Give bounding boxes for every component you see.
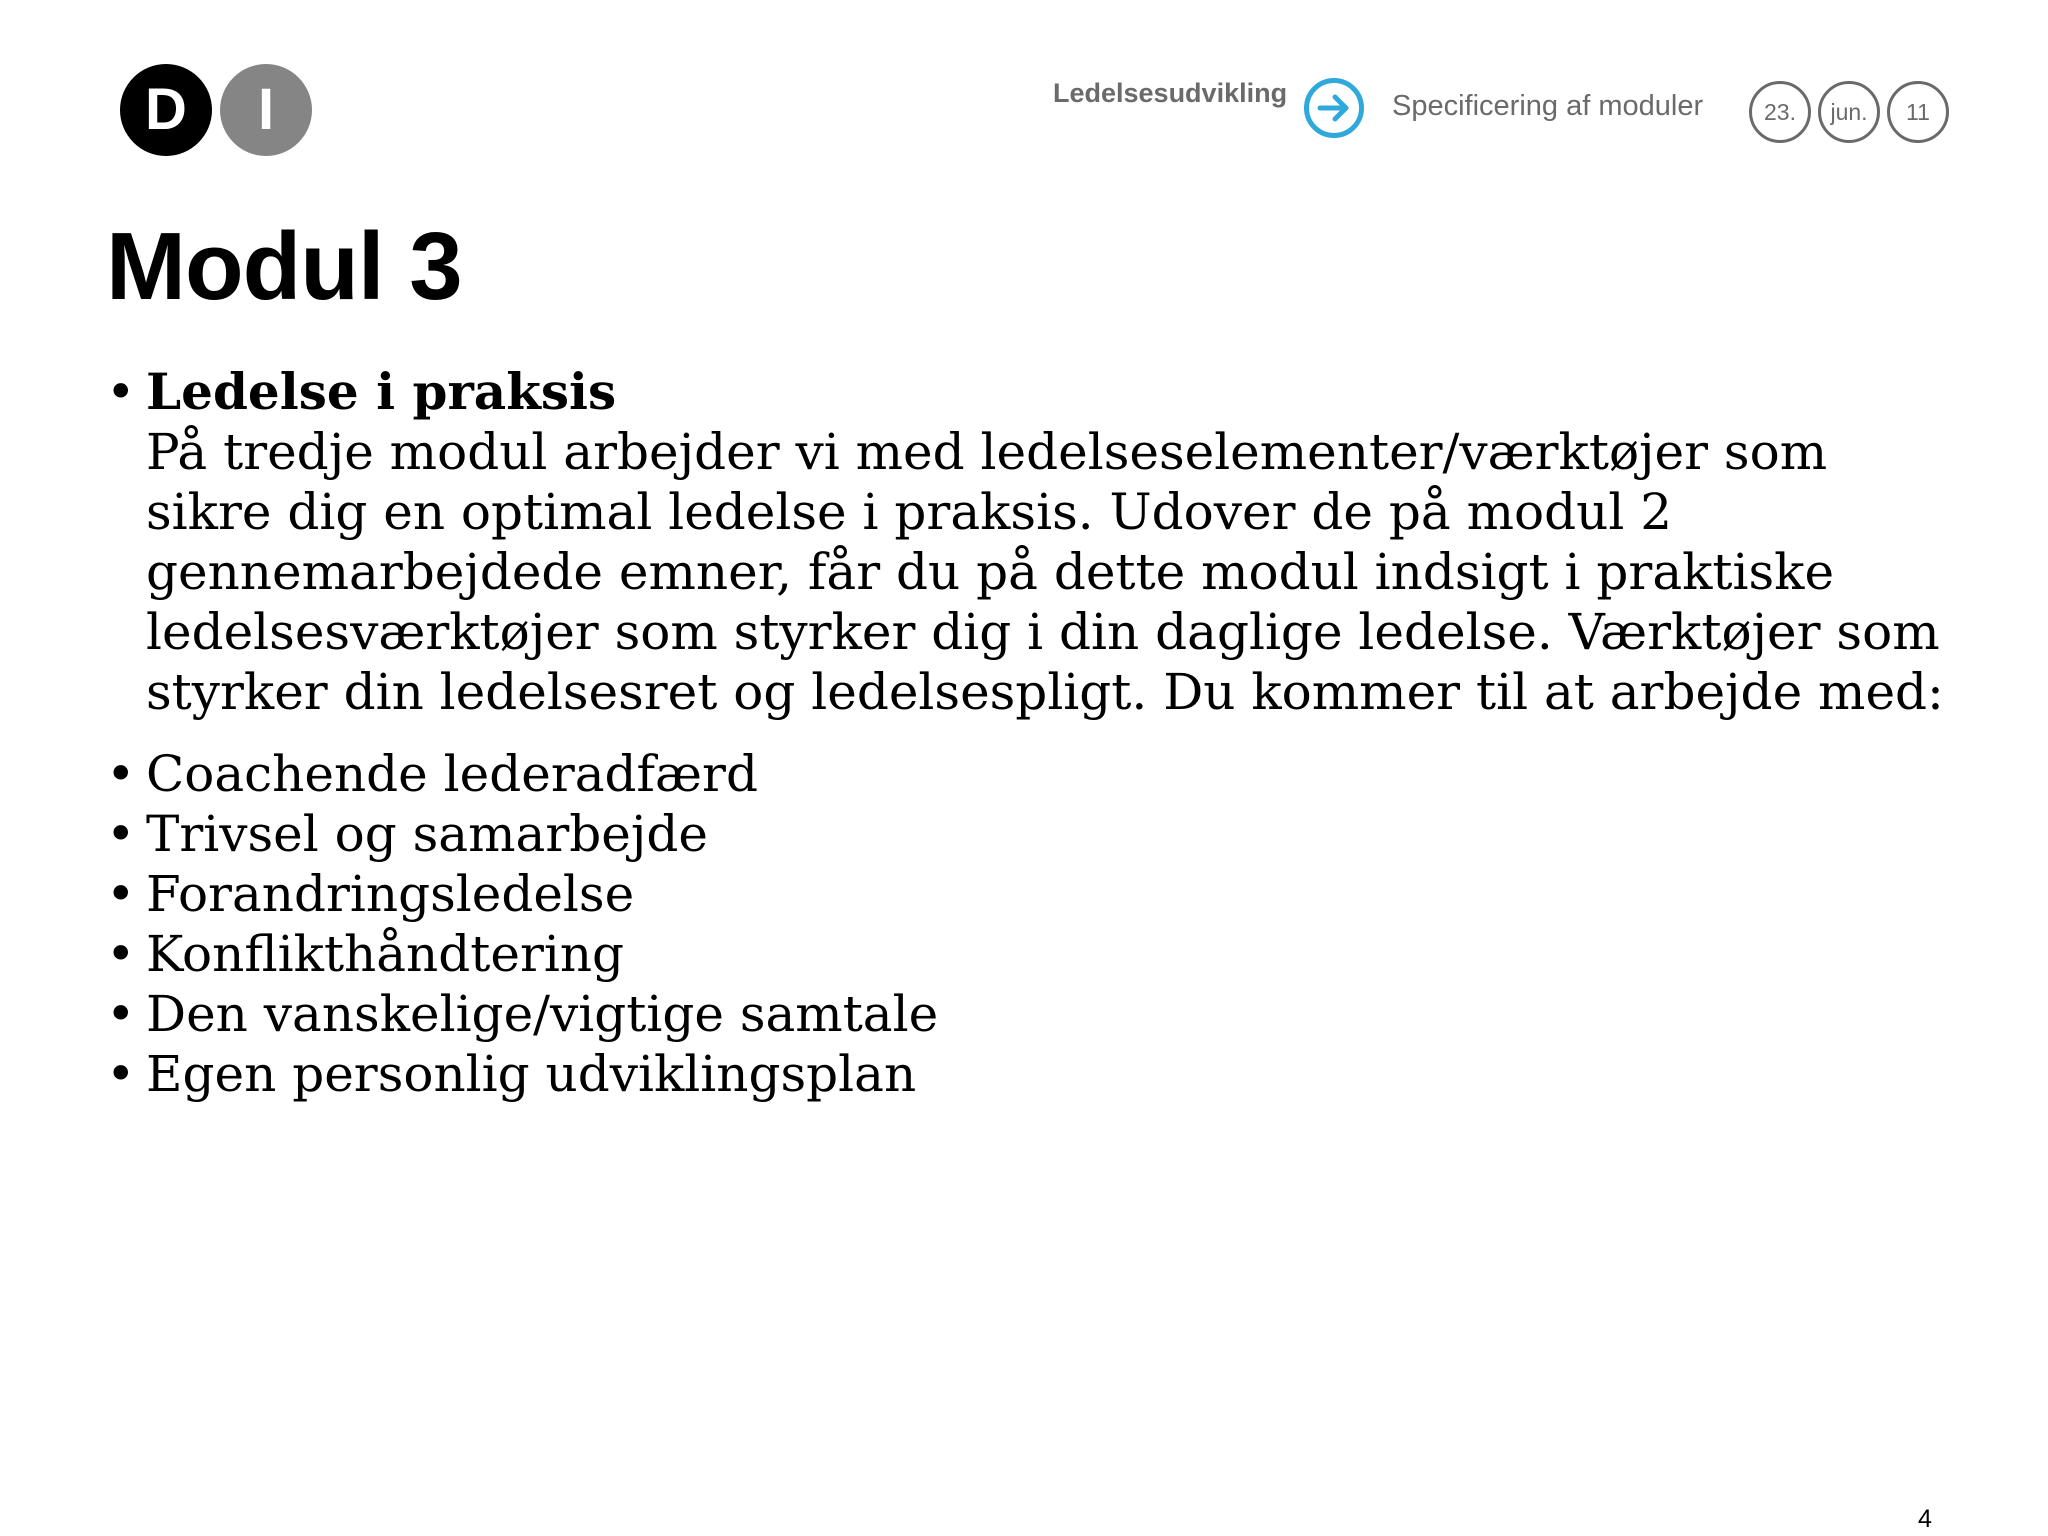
topic-item: • Forandringsledelse	[106, 864, 1966, 924]
di-logo	[120, 64, 312, 156]
slide-body	[106, 362, 1966, 1104]
page-title: Modul 3	[106, 213, 462, 320]
intro-list	[106, 362, 1966, 722]
date-year-badge: 11	[1887, 81, 1949, 143]
breadcrumb-current: Specificering af moduler	[1392, 90, 1704, 122]
date-day-badge: 23.	[1749, 81, 1811, 143]
arrow-right-circle-icon	[1303, 77, 1365, 139]
intro-item	[106, 362, 1966, 722]
date-month-badge: jun.	[1818, 81, 1880, 143]
topic-item: • Egen personlig udviklingsplan	[106, 1044, 1966, 1104]
topic-item: • Trivsel og samarbejde	[106, 804, 1966, 864]
section-heading: • Ledelse i praksis	[146, 362, 617, 421]
section-paragraph: På tredje modul arbejder vi med ledelseselementer/værktøjer som sikre dig en optimal ledelse i praksis. Udover de på modul 2 gennemarbejdede emner, får du på dette modul indsigt i praktiske ledelsesværktøjer som styrker dig i din daglige ledelse. Værktøjer som styrker din ledelsesret og ledelsespligt. Du kommer til at arbejde med:	[146, 423, 1944, 721]
page-number: 4	[1918, 1505, 1932, 1533]
topic-item: • Konflikthåndtering	[106, 924, 1966, 984]
topic-item: • Coachende lederadfærd	[106, 744, 1966, 804]
logo-letter-d: D	[120, 64, 212, 156]
topic-item: • Den vanskelige/vigtige samtale	[106, 984, 1966, 1044]
topic-list	[106, 744, 1966, 1104]
logo-letter-i: I	[220, 64, 312, 156]
breadcrumb-section: Ledelsesudvikling	[1053, 78, 1288, 108]
